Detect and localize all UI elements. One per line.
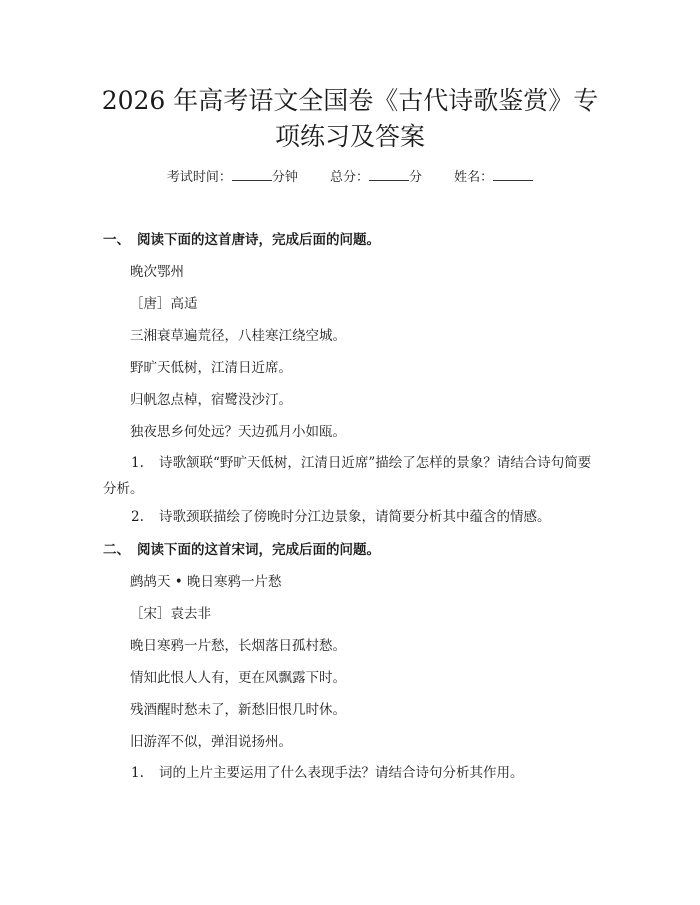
question-number: 1. bbox=[131, 455, 144, 471]
exam-time-label: 考试时间： bbox=[166, 170, 232, 185]
total-score-unit: 分 bbox=[409, 170, 423, 185]
question-text: 诗歌颈联描绘了傍晚时分江边景象，请简要分析其中蕴含的情感。 bbox=[159, 509, 551, 525]
section-heading bbox=[103, 540, 380, 560]
question bbox=[103, 504, 603, 530]
poem-title: 鹧鸪天 • 晚日寒鸦一片愁 bbox=[130, 574, 282, 590]
total-score-blank bbox=[369, 168, 409, 181]
name-blank bbox=[493, 168, 533, 181]
section-number: 一、 bbox=[103, 232, 130, 248]
exam-time-field bbox=[167, 170, 302, 185]
section-heading-text: 阅读下面的这首唐诗，完成后面的问题。 bbox=[137, 232, 380, 248]
document-title-line-1: 2026 年高考语文全国卷《古代诗歌鉴赏》专 bbox=[101, 86, 599, 115]
poem-line: 情知此恨人人有，更在风飘露下时。 bbox=[130, 670, 346, 686]
name-label: 姓名： bbox=[454, 170, 494, 185]
exam-info-bar bbox=[0, 168, 700, 188]
section-number: 二、 bbox=[103, 542, 130, 558]
poem-line: 旧游浑不似，弹泪说扬州。 bbox=[130, 734, 292, 750]
poem-line: 晚日寒鸦一片愁，长烟落日孤村愁。 bbox=[130, 638, 346, 654]
question-text: 诗歌颔联“野旷天低树，江清日近席”描绘了怎样的景象？请结合诗句简要分析。 bbox=[103, 455, 592, 497]
name-field bbox=[454, 170, 533, 185]
section-heading bbox=[103, 230, 380, 250]
section-heading-text: 阅读下面的这首宋词，完成后面的问题。 bbox=[137, 542, 380, 558]
poem-author: ［唐］高适 bbox=[130, 296, 198, 312]
total-score-field bbox=[330, 170, 426, 185]
total-score-label: 总分： bbox=[329, 170, 369, 185]
poem-line: 残酒醒时愁未了，新愁旧恨几时休。 bbox=[130, 702, 346, 718]
poem-line: 独夜思乡何处远？天边孤月小如瓯。 bbox=[130, 424, 346, 440]
question-number: 1. bbox=[131, 765, 144, 781]
poem-line: 归帆忽点棹，宿鹭没沙汀。 bbox=[130, 392, 292, 408]
poem-title: 晚次鄂州 bbox=[130, 264, 184, 280]
exam-time-blank bbox=[232, 168, 272, 181]
exam-time-unit: 分钟 bbox=[271, 170, 298, 185]
question bbox=[103, 450, 603, 502]
question-number: 2. bbox=[131, 509, 144, 525]
poem-line: 三湘衰草遍荒径，八桂寒江绕空城。 bbox=[130, 328, 346, 344]
document-title-line-2: 项练习及答案 bbox=[274, 122, 425, 151]
question-text: 词的上片主要运用了什么表现手法？请结合诗句分析其作用。 bbox=[159, 765, 524, 781]
poem-line: 野旷天低树，江清日近席。 bbox=[130, 360, 292, 376]
question bbox=[103, 760, 603, 786]
poem-author: ［宋］袁去非 bbox=[130, 606, 211, 622]
